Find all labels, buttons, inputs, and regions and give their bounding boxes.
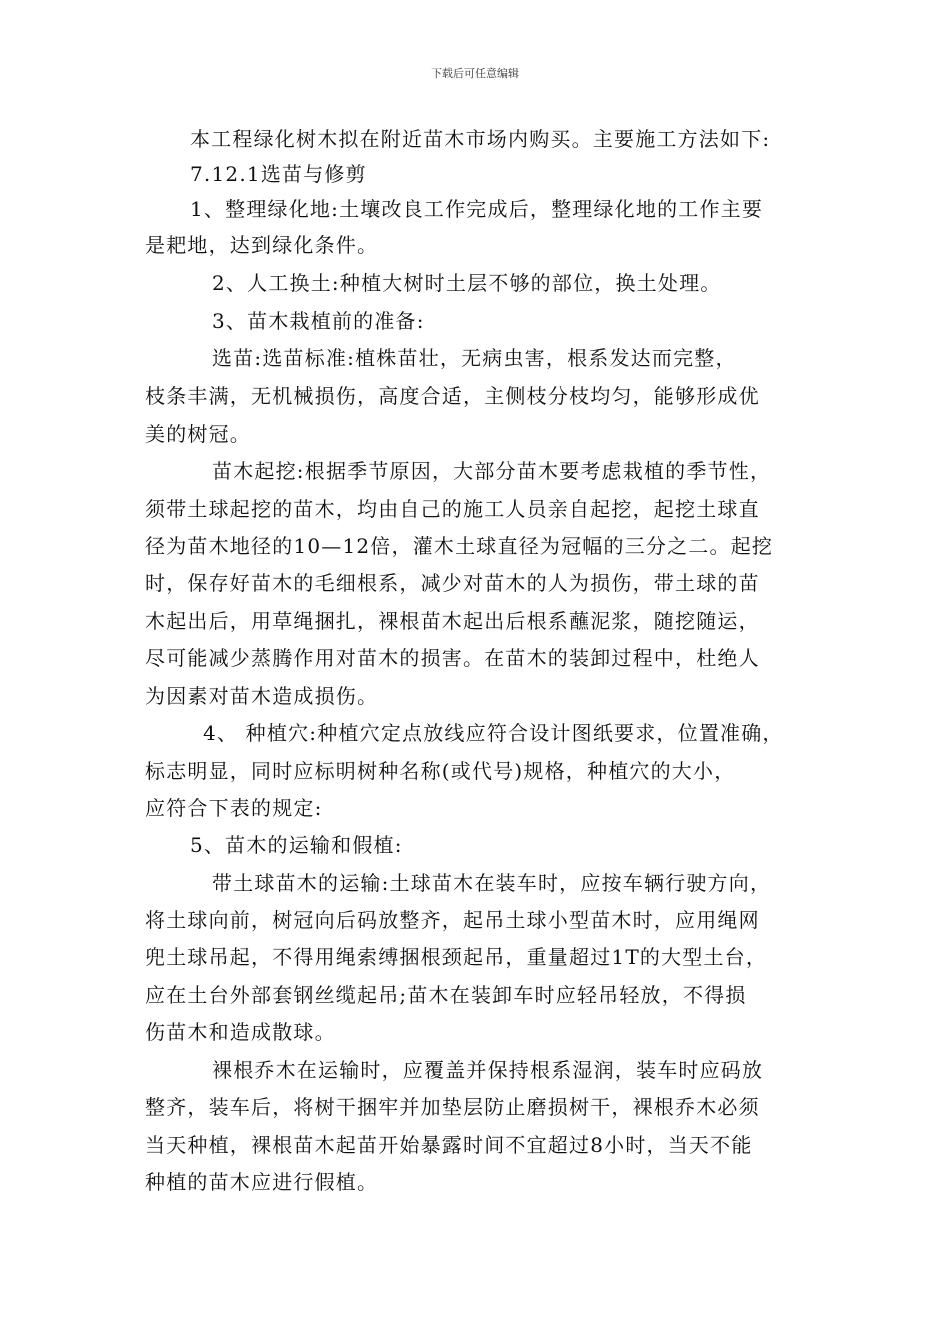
paragraph-line: 将土球向前，树冠向后码放整齐，起吊土球小型苗木时，应用绳网 bbox=[145, 908, 760, 932]
paragraph-line: 标志明显，同时应标明树种名称(或代号)规格，种植穴的大小， bbox=[145, 759, 736, 783]
paragraph-line: 4、 种植穴:种植穴定点放线应符合设计图纸要求，位置准确， bbox=[203, 721, 784, 745]
paragraph-line: 须带土球起挖的苗木，均由自己的施工人员亲自起挖，起挖土球直 bbox=[145, 497, 760, 521]
paragraph-line: 伤苗木和造成散球。 bbox=[145, 1020, 336, 1044]
paragraph-line: 苗木起挖:根据季节原因，大部分苗木要考虑栽植的季节性， bbox=[212, 459, 772, 483]
paragraph-line: 裸根乔木在运输时，应覆盖并保持根系湿润，装车时应码放 bbox=[212, 1058, 764, 1082]
paragraph-line: 枝条丰满，无机械损伤，高度合适，主侧枝分枝均匀，能够形成优 bbox=[145, 384, 760, 408]
paragraph-line: 3、苗木栽植前的准备: bbox=[212, 309, 425, 333]
paragraph-line: 当天种植，裸根苗木起苗开始暴露时间不宜超过8小时，当天不能 bbox=[145, 1133, 753, 1157]
page-header: 下载后可任意编辑 bbox=[431, 67, 519, 80]
paragraph-line: 带土球苗木的运输:土球苗木在装车时，应按车辆行驶方向， bbox=[212, 871, 772, 895]
paragraph-line: 选苗:选苗标准:植株苗壮，无病虫害，根系发达而完整， bbox=[212, 346, 737, 370]
paragraph-line: 美的树冠。 bbox=[145, 422, 251, 446]
paragraph-line: 兜土球吊起，不得用绳索缚捆根颈起吊，重量超过1T的大型土台， bbox=[145, 945, 768, 969]
section-heading: 7.12.1选苗与修剪 bbox=[190, 162, 367, 186]
paragraph-line: 尽可能减少蒸腾作用对苗木的损害。在苗木的装卸过程中，杜绝人 bbox=[145, 646, 760, 670]
paragraph-line: 是耙地，达到绿化条件。 bbox=[145, 233, 379, 257]
paragraph-line: 2、人工换土:种植大树时土层不够的部位，换土处理。 bbox=[212, 271, 722, 295]
paragraph-line: 时，保存好苗木的毛细根系，减少对苗木的人为损伤，带土球的苗 bbox=[145, 571, 760, 595]
paragraph-line: 整齐，装车后，将树干捆牢并加垫层防止磨损树干，裸根乔木必须 bbox=[145, 1095, 760, 1119]
paragraph-line: 1、整理绿化地:土壤改良工作完成后，整理绿化地的工作主要 bbox=[190, 197, 764, 221]
paragraph-line: 为因素对苗木造成损伤。 bbox=[145, 684, 379, 708]
paragraph-line: 种植的苗木应进行假植。 bbox=[145, 1170, 379, 1194]
paragraph-line: 本工程绿化树木拟在附近苗木市场内购买。主要施工方法如下: bbox=[190, 127, 771, 151]
paragraph-line: 应在土台外部套钢丝缆起吊;苗木在装卸车时应轻吊轻放，不得损 bbox=[145, 983, 747, 1007]
paragraph-line: 应符合下表的规定: bbox=[145, 796, 323, 820]
paragraph-line: 径为苗木地径的10—12倍，灌木土球直径为冠幅的三分之二。起挖 bbox=[145, 534, 774, 558]
paragraph-line: 5、苗木的运输和假植: bbox=[190, 833, 403, 857]
paragraph-line: 木起出后，用草绳捆扎，裸根苗木起出后根系蘸泥浆，随挖随运， bbox=[145, 609, 760, 633]
